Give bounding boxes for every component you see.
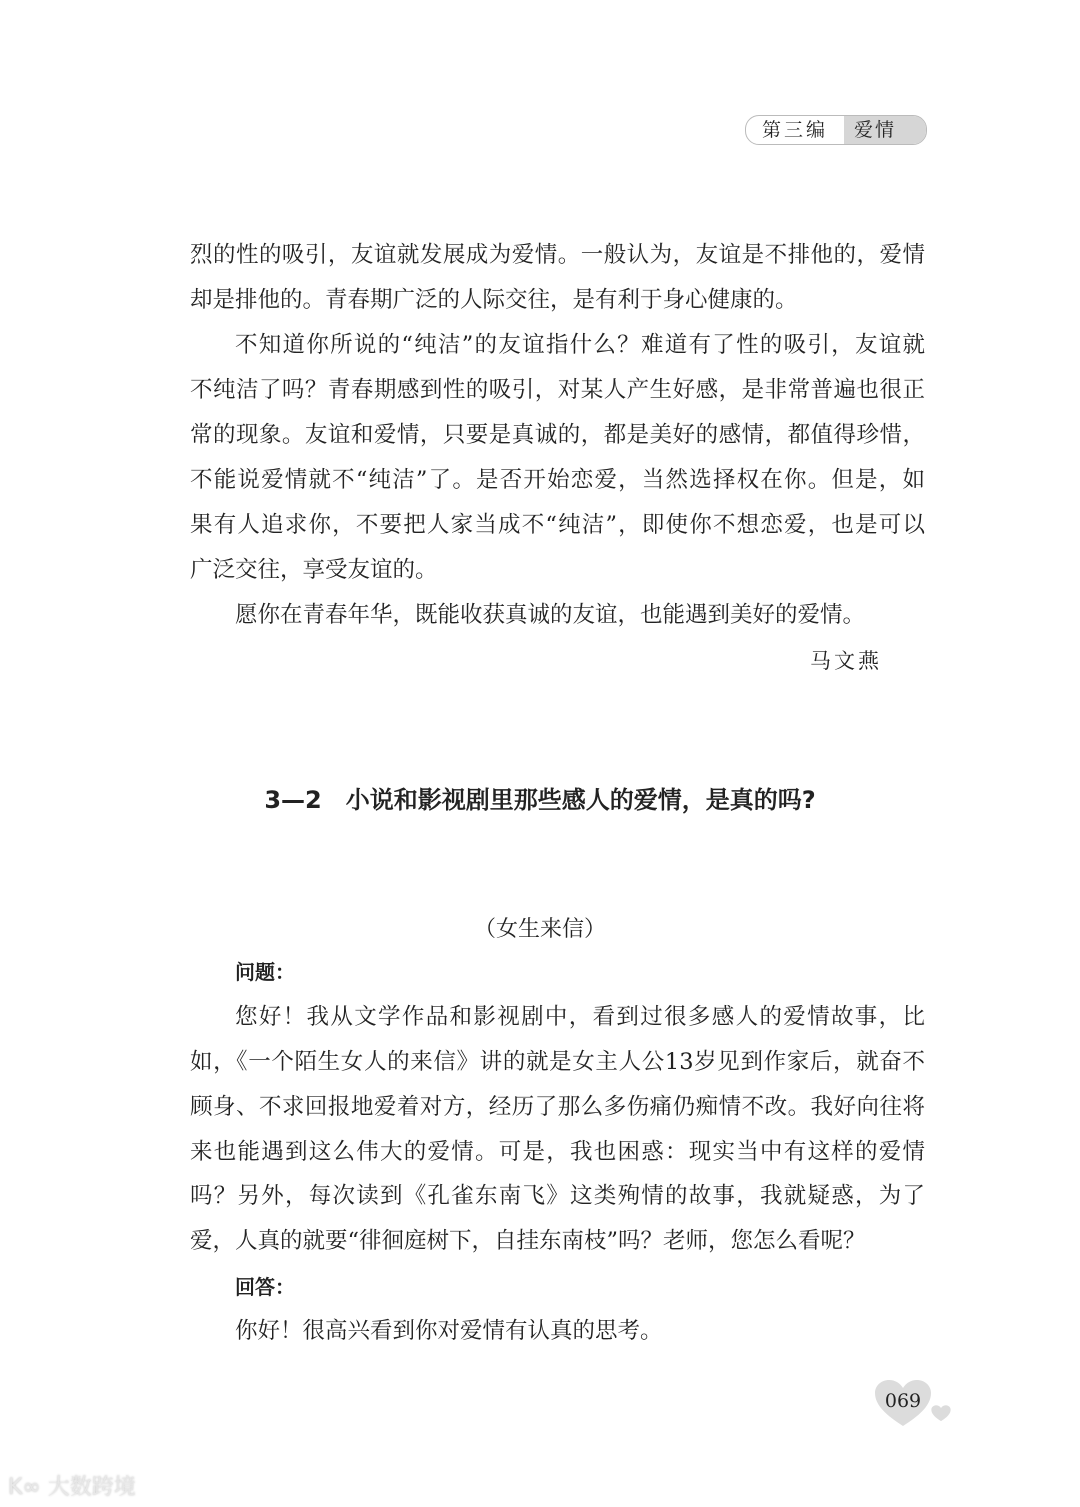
paragraph-line: 不能说爱情就不“纯洁”了。是否开始恋爱，当然选择权在你。但是，如 <box>190 467 925 493</box>
paragraph-line: 不知道你所说的“纯洁”的友谊指什么？难道有了性的吸引，友谊就 <box>235 332 925 358</box>
answer-label: 回答： <box>235 1275 295 1299</box>
paragraph-line: 不纯洁了吗？青春期感到性的吸引，对某人产生好感，是非常普遍也很正 <box>190 377 925 403</box>
section-title: 3—2 小说和影视剧里那些感人的爱情，是真的吗? <box>264 786 816 814</box>
answer-line: 你好！很高兴看到你对爱情有认真的思考。 <box>235 1318 663 1344</box>
question-line: 顾身、不求回报地爱着对方，经历了那么多伤痛仍痴情不改。我好向往将 <box>190 1094 925 1120</box>
paragraph-line: 广泛交往，享受友谊的。 <box>190 557 438 583</box>
paragraph-line: 果有人追求你，不要把人家当成不“纯洁”，即使你不想恋爱，也是可以 <box>190 512 925 538</box>
part-label: 第三编 <box>761 119 828 141</box>
question-label: 问题： <box>235 960 295 984</box>
watermark-text: 大数跨境 <box>47 1475 136 1500</box>
question-line: 您好！我从文学作品和影视剧中，看到过很多感人的爱情故事，比 <box>235 1004 925 1030</box>
watermark <box>8 1470 136 1501</box>
question-line: 来也能遇到这么伟大的爱情。可是，我也困惑：现实当中有这样的爱情 <box>190 1139 925 1165</box>
letter-source: （女生来信） <box>473 917 606 942</box>
section-label: 爱情 <box>844 116 926 144</box>
paragraph-line: 愿你在青春年华，既能收获真诚的友谊，也能遇到美好的爱情。 <box>235 602 866 628</box>
paragraph-line: 却是排他的。青春期广泛的人际交往，是有利于身心健康的。 <box>190 287 798 313</box>
watermark-logo-icon: K∞ <box>8 1475 48 1500</box>
question-line: 如，《一个陌生女人的来信》讲的就是女主人公13岁见到作家后，就奋不 <box>190 1049 925 1075</box>
small-heart-icon <box>931 1405 951 1422</box>
question-line: 吗？另外，每次读到《孔雀东南飞》这类殉情的故事，我就疑惑，为了 <box>190 1183 925 1209</box>
paragraph-line: 常的现象。友谊和爱情，只要是真诚的，都是美好的感情，都值得珍惜， <box>190 422 925 448</box>
chapter-badge <box>745 115 927 145</box>
page-number: 069 <box>884 1390 922 1412</box>
author-signature: 马文燕 <box>810 649 882 673</box>
question-line: 爱，人真的就要“徘徊庭树下，自挂东南枝”吗？老师，您怎么看呢？ <box>190 1228 866 1254</box>
paragraph-line: 烈的性的吸引，友谊就发展成为爱情。一般认为，友谊是不排他的，爱情 <box>190 242 925 268</box>
